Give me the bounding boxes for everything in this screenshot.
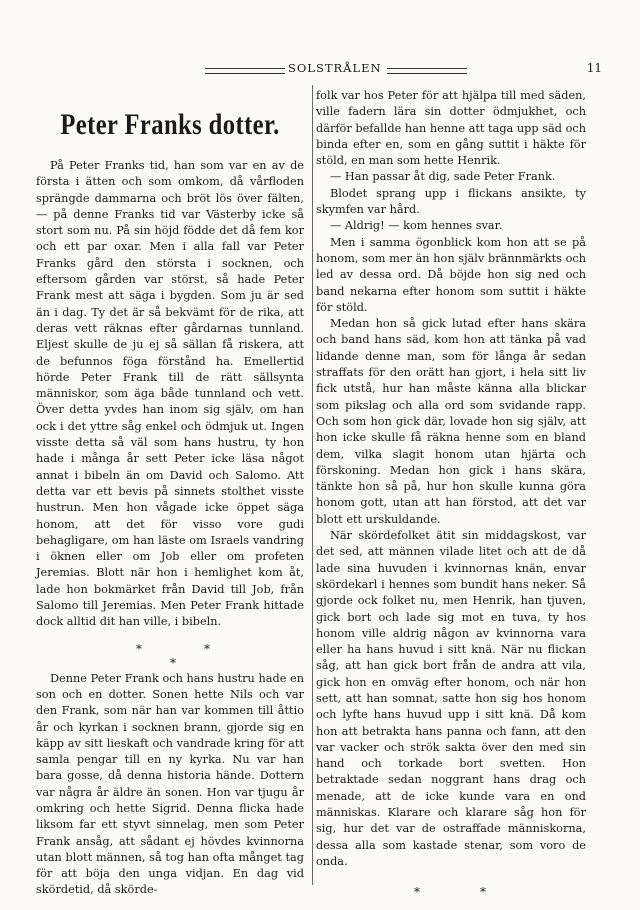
left-column: [36, 158, 304, 899]
page-number: 11: [586, 61, 602, 75]
paragraph: — Aldrig! — kom hennes svar.: [330, 219, 503, 233]
paragraph: På Peter Franks tid, han som var en av de första i ätten och som omkom, då vårfloden sprängde dammarna och bröt lös över fälten, — på denne Franks tid var Västerby icke så stort som nu. På sin höjd födde det då fem kor och ett par oxar. Men i alla fall var Peter Franks gård den största i socknen, och eftersom gården var störst, så hade Peter Frank mest att säga i bygden. Som ju är sed än i dag. Ty det är så bekvämt för de rika, att deras vett räknas efter gårdarnas tunnland. Eljest skulle de ju ej så sällan få riskera, att de befunnos föga förstånd ha. Emellertid hörde Peter Frank till de rätt sällsynta människor, som äga både tunnland och vett. Över detta yvdes han inom sig själv, om han ock i det yttre såg enkel och ödmjuk ut. Ingen visste detta så väl som hans hustru, ty hon hade i många år sett Peter icke läsa något annat i bibeln än om David och Salomo. Att detta var ett bevis på sinnets stolthet visste hustrun. Men hon vågade icke öppet säga honom, att det för visso vore gudi behagligare, om han läste om Israels vandring i öknen eller om Job eller om profeten Jeremias. Blott när hon i hemlighet kom åt, lade hon bokmärket från David till Job, från Salomo till Jeremias. Men Peter Frank hittade dock alltid dit han ville, i bibeln.: [36, 159, 304, 629]
separator-star: *: [480, 885, 486, 900]
paragraph: Denne Peter Frank och hans hustru hade en son och en dotter. Sonen hette Nils och var den Frank, som när han var kommen till åttio år och kyrkan i socknen brann, gjorde sig en käpp av sitt lieskaft och vandrade kring för att samla pengar till en ny kyrka. Nu var han bara gosse, då denna historia hände. Dottern var några år äldre än sonen. Hon var tjugu år omkring och hette Sigrid. Denna flicka hade liksom far ett styvt sinnelag, men som Peter Frank ansåg, att sådant ej hövdes kvinnorna utan blott männen, så tog han ofta månget tag för att böja den unga vidjan. En dag vid skördetid, då skörde-: [36, 671, 304, 897]
article-title: Peter Franks dotter.: [60, 108, 280, 141]
header-rule-right: [387, 68, 467, 74]
paragraph: folk var hos Peter för att hjälpa till med säden, ville fadern lära sin dotter ödmjukhet, och därför befallde han henne att taga upp säd och binda efter en, som en gång suttit i häkte för stöld, en man som hette Henrik.: [316, 89, 586, 168]
separator-star: *: [136, 641, 142, 656]
separator-star: *: [170, 655, 176, 670]
separator-star: *: [204, 641, 210, 656]
section-separator-end: [316, 870, 586, 910]
section-separator: [36, 631, 304, 671]
paragraph: Men i samma ögonblick kom hon att se på honom, som mer än hon själv brännmärkts och led av dessa ord. Då böjde hon sig ned och band nekarna efter honom som suttit i häkte för stöld.: [316, 235, 586, 314]
page-header: [30, 60, 610, 80]
header-rule-left: [205, 68, 285, 74]
column-divider: [312, 85, 313, 885]
separator-star: *: [414, 885, 420, 900]
paragraph: — Han passar åt dig, sade Peter Frank.: [330, 170, 556, 184]
paragraph: Blodet sprang upp i flickans ansikte, ty skymfen var hård.: [316, 186, 586, 217]
running-title: SOLSTRÅLEN: [288, 61, 382, 75]
paragraph: När skördefolket ätit sin middagskost, var det sed, att männen vilade litet och att de då lade sina huvuden i kvinnornas knän, envar skördekarl i hennes som bundit hans neker. Så gjorde ock folket nu, men Henrik, han tjuven, gick bort och lade sig mot en tuva, ty hos honom ville aldrig någon av kvinnorna vara eller ha hans huvud i sitt knä. När nu flickan såg, att han gick bort från de andra att vila, gick hon en omväg efter honom, och när hon sett, att han somnat, satte hon sig hos honom och lyfte hans huvud upp i sitt knä. Då kom hon att betrakta hans panna och fann, att den var vacker och strök sakta över den med sin hand och torkade bort svetten. Hon betraktade sedan noggrant hans drag och menade, att de icke kunde vara en ond människas. Klarare och klarare såg hon för sig, hur det var de ostraffade människorna, dessa alla som kastade stenar, som voro de onda.: [316, 529, 586, 868]
right-column: [316, 88, 586, 910]
paragraph: Medan hon så gick lutad efter hans skära och band hans säd, kom hon att tänka på vad lidande denne man, som för långa år sedan straffats för den orätt han gjort, i hela sitt liv fick utstå, hur han måste känna alla blickar som pikslag och alla ord som svidande rapp. Och som hon gick där, lovade hon sig själv, att hon icke skulle få räkna henne som en bland dem, vilka slagit honom utan hjärta och förskoning. Medan hon gick i hans skära, tänkte hon så på, hur hon skulle kunna göra honom gott, utan att han förstod, att det var blott ett urskuldande.: [316, 317, 586, 526]
